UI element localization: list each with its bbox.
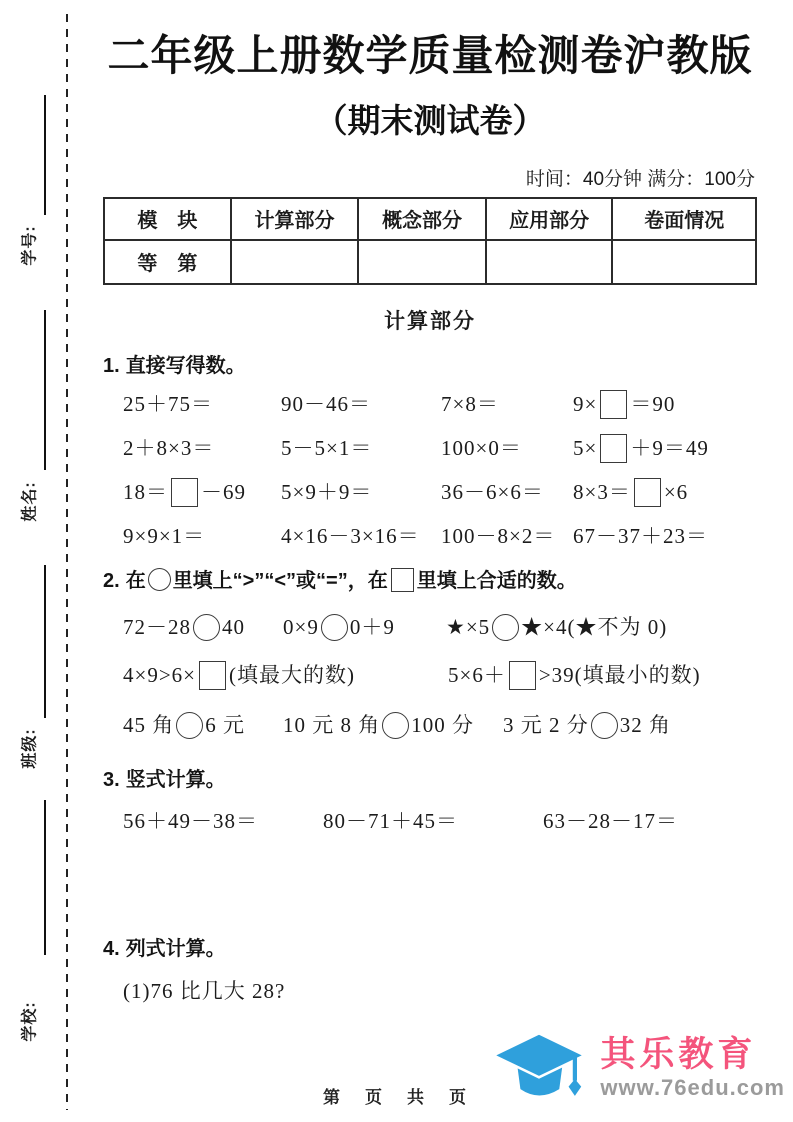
q2-row-2 <box>103 657 757 693</box>
question-2-prompt: 在 里填上“>”“<”或“=”，在 里填上合适的数。 <box>125 569 577 592</box>
page-subtitle: （期末测试卷） <box>314 101 546 139</box>
equation: 4×16－3×16＝ <box>281 523 420 548</box>
class-field-label <box>2 719 54 777</box>
equation: 2＋8×3＝ <box>123 436 215 460</box>
equation: 9× ＝90 <box>573 388 757 419</box>
graduation-cap-icon <box>488 1030 590 1106</box>
brand-logo <box>488 1030 785 1106</box>
student-id-field-label <box>2 216 54 274</box>
grade-cell-concept[interactable] <box>358 240 486 284</box>
score-header-calculation: 计算部分 <box>231 198 359 240</box>
student-id-write-line[interactable] <box>44 95 46 215</box>
money-comparison: 3 元 2 分 32 角 <box>503 712 671 737</box>
student-id-label-text: 学号: <box>21 224 39 266</box>
school-field-label <box>2 992 54 1050</box>
question-1-label <box>103 349 757 378</box>
equation: 36－6×6＝ <box>441 480 544 504</box>
comparison: 0×9 0＋9 <box>283 614 395 639</box>
page-number-footer: 第 页 共 页 <box>323 1088 470 1107</box>
question-4-number: 4. <box>103 937 120 960</box>
comparison: ★×5 ★×4(★不为 0) <box>446 614 668 639</box>
school-label-text: 学校: <box>21 1000 39 1042</box>
fill-blank: 5×6＋ >39(填最小的数) <box>448 659 757 690</box>
name-field-label <box>2 472 54 530</box>
time-score-meta: 时间：40分钟 满分：100分 <box>525 168 755 190</box>
brand-logo-text <box>600 1037 785 1099</box>
equation: 90－46＝ <box>281 392 371 416</box>
equation: 67－37＋23＝ <box>573 523 708 548</box>
q2-row-3 <box>103 707 757 741</box>
q2-row-1 <box>103 609 757 643</box>
section-title: 计算部分 <box>384 309 476 333</box>
equation: 7×8＝ <box>441 392 499 416</box>
question-2-label <box>103 564 757 593</box>
question-1-number: 1. <box>103 354 120 377</box>
compare-circle[interactable] <box>148 568 171 591</box>
grade-cell-neatness[interactable] <box>612 240 756 284</box>
name-write-line[interactable] <box>44 310 46 470</box>
q1-row-4 <box>103 520 757 550</box>
money-comparison: 10 元 8 角 100 分 <box>283 712 474 737</box>
school-write-line[interactable] <box>44 800 46 955</box>
brand-url[interactable]: www.76edu.com <box>600 1074 785 1100</box>
brand-name: 其乐教育 <box>600 1035 757 1075</box>
compare-circle[interactable] <box>382 712 409 739</box>
paper-content <box>103 30 757 1005</box>
score-table <box>103 197 757 285</box>
class-write-line[interactable] <box>44 565 46 718</box>
question-1-prompt: 直接写得数。 <box>125 354 246 377</box>
question-4-prompt: 列式计算。 <box>125 937 226 960</box>
compare-circle[interactable] <box>193 614 220 641</box>
answer-box[interactable] <box>600 390 627 419</box>
q1-row-1 <box>103 388 757 419</box>
question-3-number: 3. <box>103 768 120 791</box>
q3-row <box>103 804 757 836</box>
vertical-calc-equation: 80－71＋45＝ <box>323 808 458 833</box>
q1-row-2 <box>103 432 757 463</box>
equation: 8×3＝ ×6 <box>573 476 757 507</box>
score-table-grade-row <box>104 240 756 284</box>
vertical-calc-equation: 56＋49－38＝ <box>123 808 258 833</box>
grade-cell-calculation[interactable] <box>231 240 359 284</box>
compare-circle[interactable] <box>492 614 519 641</box>
answer-box[interactable] <box>199 661 226 690</box>
question-3-prompt: 竖式计算。 <box>125 768 226 791</box>
score-header-neatness: 卷面情况 <box>612 198 756 240</box>
answer-box[interactable] <box>391 568 414 592</box>
money-comparison: 45 角 6 元 <box>123 712 245 737</box>
answer-box[interactable] <box>634 478 661 507</box>
q1-row-3 <box>103 476 757 507</box>
name-label-text: 姓名: <box>21 480 39 522</box>
equation: 100×0＝ <box>441 436 522 460</box>
compare-circle[interactable] <box>321 614 348 641</box>
equation: 5× ＋9＝49 <box>573 432 757 463</box>
score-header-concept: 概念部分 <box>358 198 486 240</box>
question-4-label <box>103 932 757 961</box>
question-3-label <box>103 763 757 792</box>
equation: 25＋75＝ <box>123 392 213 416</box>
fill-blank: 4×9>6× (填最大的数) <box>123 659 448 690</box>
equation: 5－5×1＝ <box>281 436 373 460</box>
grade-cell-application[interactable] <box>486 240 613 284</box>
score-header-module: 模 块 <box>104 198 231 240</box>
comparison: 72－28 40 <box>123 614 245 639</box>
equation: 9×9×1＝ <box>123 523 206 548</box>
class-label-text: 班级: <box>21 727 39 769</box>
answer-box[interactable] <box>600 434 627 463</box>
score-table-header-row <box>104 198 756 240</box>
equation: 100－8×2＝ <box>441 523 556 548</box>
equation: 5×9＋9＝ <box>281 480 373 504</box>
equation: 18＝ －69 <box>123 476 281 507</box>
score-header-application: 应用部分 <box>486 198 613 240</box>
answer-box[interactable] <box>171 478 198 507</box>
question-2-number: 2. <box>103 569 120 592</box>
fold-dashed-line <box>66 14 68 1110</box>
vertical-calc-equation: 63－28－17＝ <box>543 808 678 833</box>
grade-row-label: 等 第 <box>104 240 231 284</box>
compare-circle[interactable] <box>176 712 203 739</box>
page-title: 二年级上册数学质量检测卷沪教版 <box>107 32 753 79</box>
question-4-sub-item: (1)76 比几大 28? <box>123 978 286 1003</box>
compare-circle[interactable] <box>591 712 618 739</box>
answer-box[interactable] <box>509 661 536 690</box>
